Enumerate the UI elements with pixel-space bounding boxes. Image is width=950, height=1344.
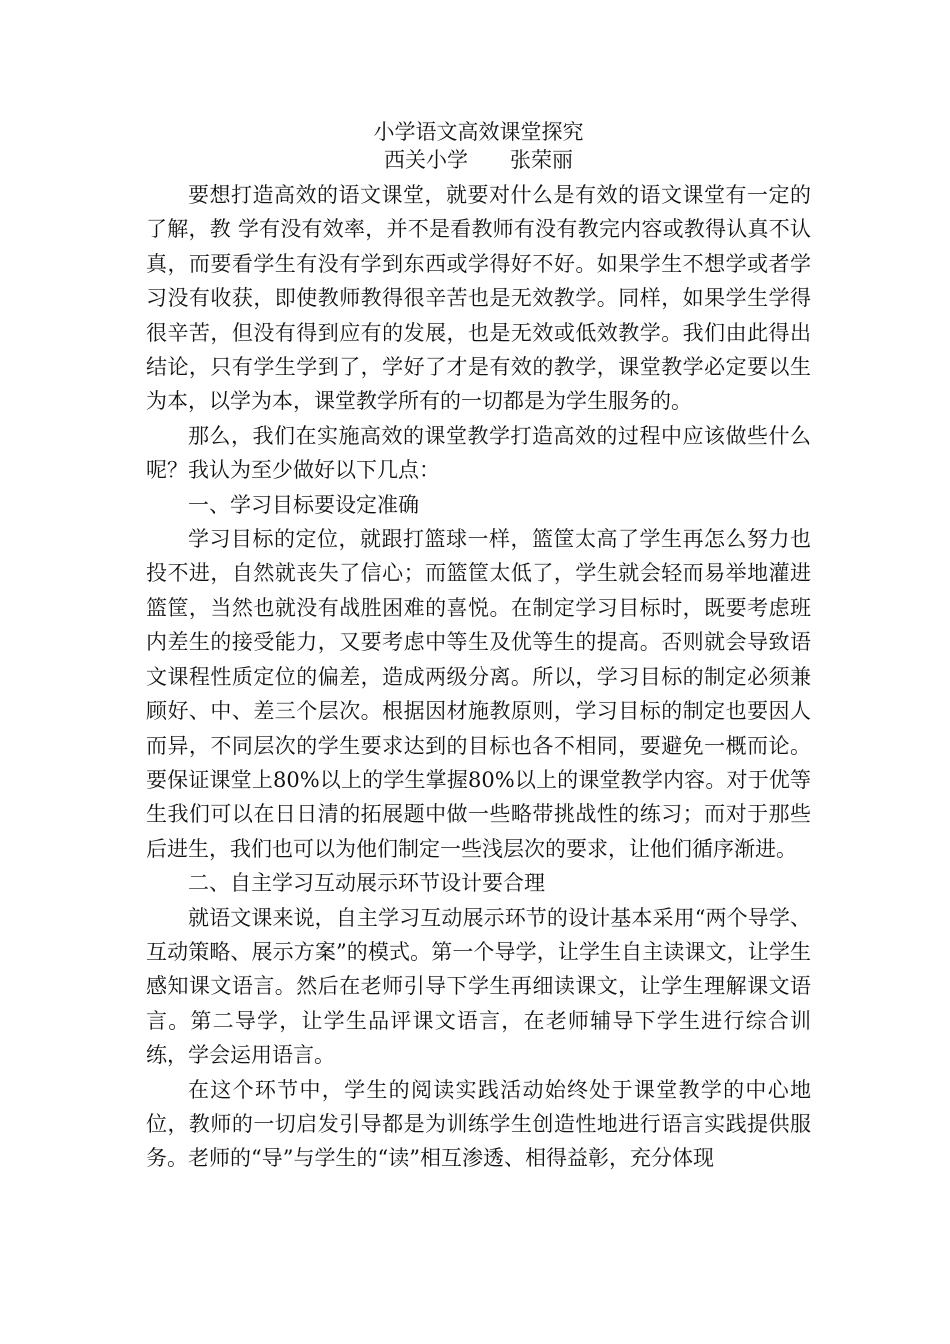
document-page: [146, 118, 811, 1176]
paragraph-section-2b: 在这个环节中，学生的阅读实践活动始终处于课堂教学的中心地位，教师的一切启发引导都是为训练学生创造性地进行语言实践提供服务。老师的“导”与学生的“读”相互渗透、相得益彰，充分体现: [146, 1077, 811, 1171]
paragraph-section-1: 学习目标的定位，就跟打篮球一样，篮筐太高了学生再怎么努力也投不进，自然就丧失了信心；而篮筐太低了，学生就会轻而易举地灌进篮筐，当然也就没有战胜困难的喜悦。在制定学习目标时，既要考虑班内差生的接受能力，又要考虑中等生及优等生的提高。否则就会导致语文课程性质定位的偏差，造成两级分离。所以，学习目标的制定必须兼顾好、中、差三个层次。根据因材施教原则，学习目标的制定也要因人而异，不同层次的学生要求达到的目标也各不相同，要避免一概而论。要保证课堂上80%以上的学生掌握80%以上的课堂教学内容。对于优等生我们可以在日日清的拓展题中做一些略带挑战性的练习；而对于那些后进生，我们也可以为他们制定一些浅层次的要求，让他们循序渐进。: [146, 527, 811, 861]
section-heading-1: 一、学习目标要设定准确: [188, 492, 419, 517]
document-byline: 西关小学 张荣丽: [384, 148, 573, 172]
document-title: 小学语文高效课堂探究: [373, 120, 584, 144]
paragraph-section-2a: 就语文课来说，自主学习互动展示环节的设计基本采用“两个导学、互动策略、展示方案”的模式。第一个导学，让学生自主读课文，让学生感知课文语言。然后在老师引导下学生再细读课文，让学生理解课文语言。第二导学，让学生品评课文语言，在老师辅导下学生进行综合训练，学会运用语言。: [146, 905, 811, 1068]
paragraph-intro: 要想打造高效的语文课堂，就要对什么是有效的语文课堂有一定的了解，教 学有没有效率，并不是看教师有没有教完内容或教得认真不认真，而要看学生有没有学到东西或学得好不好。如果学生不想学或者学习没有收获，即使教师教得很辛苦也是无效教学。同样，如果学生学得很辛苦，但没有得到应有的发展，也是无效或低效教学。我们由此得出结论，只有学生学到了，学好了才是有效的教学，课堂教学必定要以生为本，以学为本，课堂教学所有的一切都是为学生服务的。: [146, 183, 811, 414]
section-heading-2: 二、自主学习互动展示环节设计要合理: [188, 871, 545, 896]
paragraph-question: 那么，我们在实施高效的课堂教学打造高效的过程中应该做些什么呢？我认为至少做好以下几点：: [146, 423, 811, 483]
